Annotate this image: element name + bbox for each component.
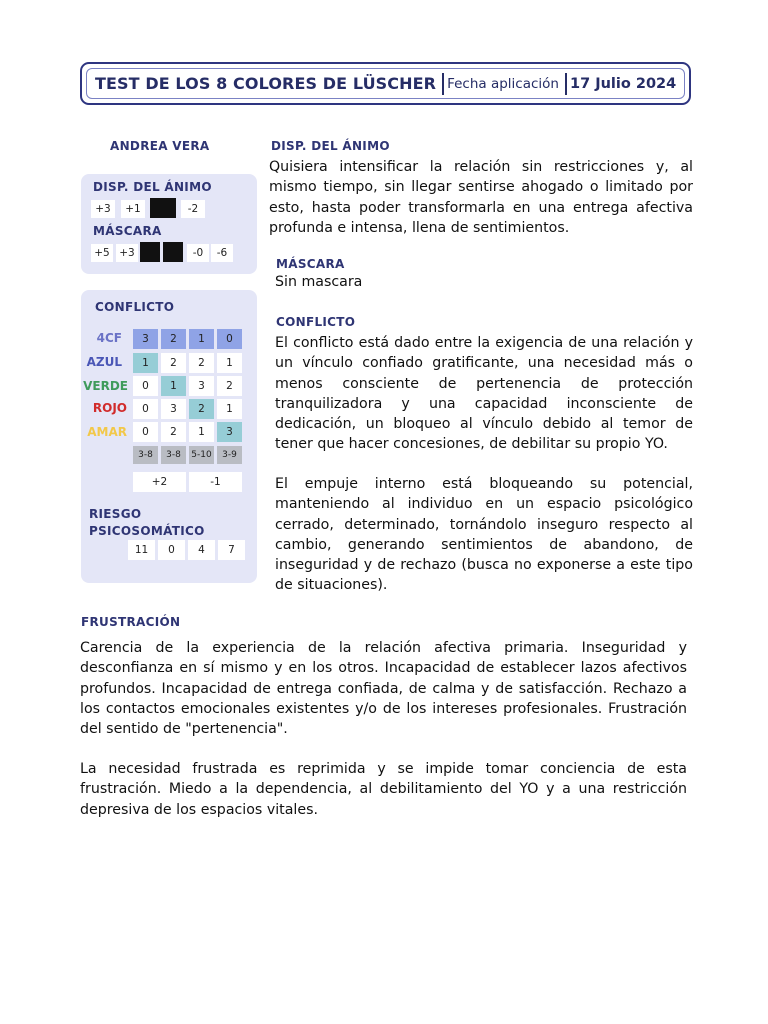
conflict-panel [81, 290, 257, 583]
disp-paragraph: Quisiera intensificar la relación sin restricciones y, al mismo tiempo, sin llegar sentirse ahogado o limitado por esto, hasta poder transformarla en una entrega afectiva profunda e intensa, llena de sentimientos. [269, 159, 693, 236]
disp-label: DISP. DEL ÁNIMO [93, 180, 212, 194]
mascara-value-redacted [163, 242, 183, 262]
person-name: ANDREA VERA [110, 139, 210, 153]
disp-value: -2 [181, 200, 205, 218]
report-title: TEST DE LOS 8 COLORES DE LÜSCHER [95, 74, 437, 93]
balance-cell: +2 [133, 472, 186, 492]
grid-cell: 2 [189, 399, 214, 419]
mascara-value: -6 [211, 244, 233, 262]
grid-cell: 2 [189, 353, 214, 373]
grid-cell: 3 [189, 376, 214, 396]
header-inner-frame [86, 68, 685, 99]
range-cell: 3-8 [161, 446, 186, 464]
conflicto-paragraph-2: El empuje interno está bloqueando su potencial, manteniendo al individuo en un espacio psicológico cerrado, determinado, tornándolo inseguro respecto al cambio, generando sentimientos de abandono, de inseguridad y de rechazo (busca no exponerse a este tipo de situaciones). [275, 476, 693, 594]
grid-cell: 0 [217, 329, 242, 349]
row-label-azul: AZUL [86, 355, 122, 369]
mascara-value: +3 [116, 244, 138, 262]
riesgo-value: 11 [128, 540, 155, 560]
grid-cell: 2 [161, 422, 186, 442]
grid-cell: 3 [217, 422, 242, 442]
disp-value-redacted [150, 198, 176, 218]
mascara-value: +5 [91, 244, 113, 262]
section-title-conflicto: CONFLICTO [276, 315, 356, 329]
psicosomatico-label: PSICOSOMÁTICO [89, 524, 205, 538]
grid-cell: 0 [133, 376, 158, 396]
grid-cell: 2 [217, 376, 242, 396]
riesgo-label: RIESGO [89, 507, 142, 521]
grid-cell: 1 [161, 376, 186, 396]
grid-cell: 1 [189, 422, 214, 442]
header-separator [565, 73, 567, 95]
mood-mask-panel [81, 174, 257, 274]
balance-cell: -1 [189, 472, 242, 492]
mascara-label: MÁSCARA [93, 224, 162, 238]
grid-cell: 3 [133, 329, 158, 349]
grid-cell: 1 [133, 353, 158, 373]
frustracion-paragraph-2: La necesidad frustrada es reprimida y se impide tomar conciencia de esta frustración. Miedo a la dependencia, al debilitamiento del YO y a una restricción depresiva de los espacios vitales. [80, 761, 687, 818]
mascara-paragraph: Sin mascara [275, 274, 363, 290]
application-date: 17 Julio 2024 [569, 75, 677, 92]
conflict-label: CONFLICTO [95, 300, 175, 314]
section-title-mascara: MÁSCARA [276, 257, 345, 271]
grid-cell: 0 [133, 399, 158, 419]
riesgo-value: 7 [218, 540, 245, 560]
row-label-4cf: 4CF [96, 331, 122, 345]
grid-cell: 1 [189, 329, 214, 349]
grid-cell: 0 [133, 422, 158, 442]
header-separator [442, 73, 444, 95]
grid-cell: 2 [161, 353, 186, 373]
frustracion-paragraph-1: Carencia de la experiencia de la relación afectiva primaria. Inseguridad y desconfianza en sí mismo y en los otros. Incapacidad de establecer lazos afectivos profundos. Incapacidad de entrega confiada, de calma y de satisfacción. Rechazo a los contactos emocionales existentes y/o de los intereses profesionales. Frustración del sentido de "pertenencia". [80, 640, 687, 738]
mascara-value: -0 [187, 244, 209, 262]
conflicto-paragraph-1: El conflicto está dado entre la exigencia de una relación y un vínculo confiado gratificante, una necesidad más o menos consciente de pertenencia de protección tranquilizadora y una capacidad inconsciente de dedicación, un bloqueo al vínculo debido al temor de tener que hacer concesiones, de debilitar su propio YO. [275, 335, 693, 453]
disp-value: +3 [91, 200, 115, 218]
grid-cell: 3 [161, 399, 186, 419]
date-label: Fecha aplicación [447, 75, 559, 92]
mascara-value-redacted [140, 242, 160, 262]
riesgo-value: 4 [188, 540, 215, 560]
grid-cell: 1 [217, 353, 242, 373]
row-label-rojo: ROJO [92, 401, 127, 415]
section-title-disp: DISP. DEL ÁNIMO [271, 139, 390, 153]
grid-cell: 2 [161, 329, 186, 349]
grid-cell: 1 [217, 399, 242, 419]
row-label-amar: AMAR [87, 425, 127, 439]
section-title-frustracion: FRUSTRACIÓN [81, 615, 181, 629]
range-cell: 5-10 [189, 446, 214, 464]
row-label-verde: VERDE [83, 379, 128, 393]
range-cell: 3-8 [133, 446, 158, 464]
range-cell: 3-9 [217, 446, 242, 464]
header-box [80, 62, 691, 105]
disp-value: +1 [121, 200, 145, 218]
riesgo-value: 0 [158, 540, 185, 560]
